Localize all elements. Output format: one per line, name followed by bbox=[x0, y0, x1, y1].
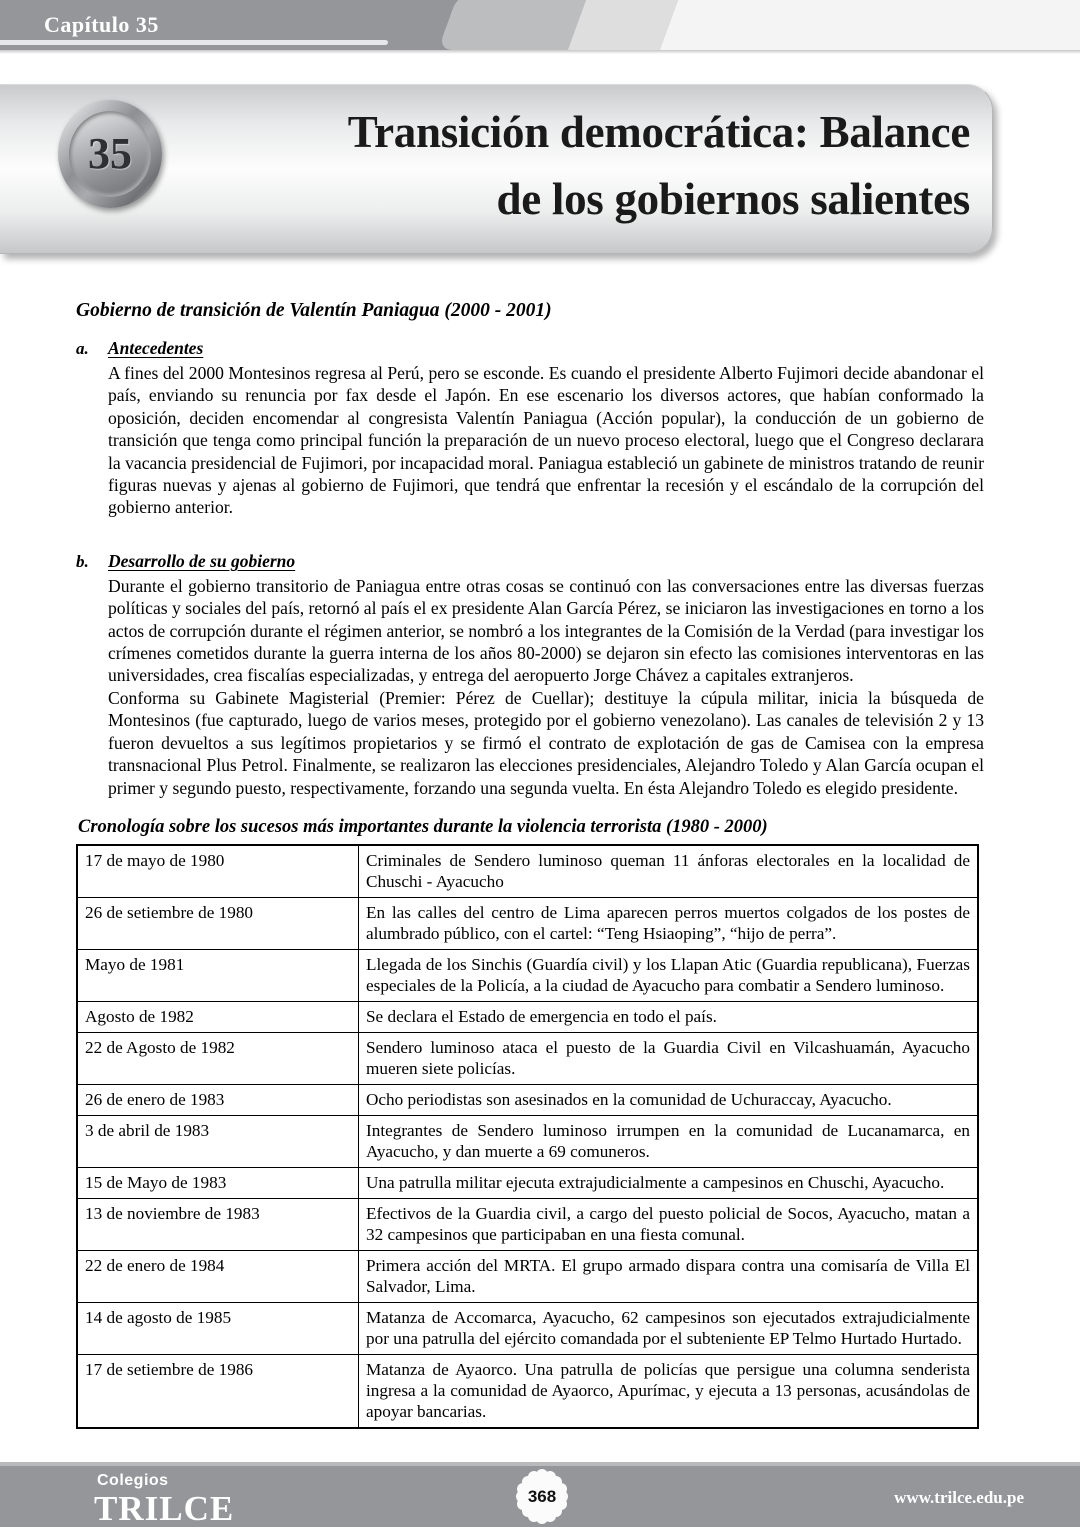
table-row bbox=[77, 845, 978, 898]
table-row bbox=[77, 1084, 978, 1115]
table-row bbox=[77, 1032, 978, 1084]
chapter-label: Capítulo 35 bbox=[44, 12, 159, 37]
table-cell-date: 17 de setiembre de 1986 bbox=[77, 1354, 359, 1428]
section-item-b bbox=[76, 551, 984, 799]
chapter-number-text: 35 bbox=[88, 129, 132, 178]
section-item-b-title: Desarrollo de su gobierno bbox=[108, 550, 296, 571]
table-row bbox=[77, 1250, 978, 1302]
table-row bbox=[77, 1198, 978, 1250]
header-diagonal-band-1 bbox=[438, 0, 588, 50]
paragraph: Durante el gobierno transitorio de Paniagua entre otras cosas se continuó con las conversaciones entre las diversas fuerzas políticas y sociales del país, retornó al país el ex presidente Alan García Pérez, se iniciaron las investigaciones en torno a los actos de corrupción durante el régimen anterior, se nombró a los integrantes de la Comisión de la Verdad (para investigar los crímenes cometidos durante la guerra interna de los años 80-2000) se dejaron sin efecto las comisiones interventoras en las universidades, crea fiscalías especializadas, y entrega del aeropuerto Jorge Chávez a capitales extranjeros. bbox=[108, 575, 984, 686]
table-row bbox=[77, 1115, 978, 1167]
table-cell-event: Matanza de Accomarca, Ayacucho, 62 campesinos son ejecutados extrajudicialmente por una patrulla del ejército comandada por el subteniente EP Telmo Hurtado Hurtado. bbox=[359, 1302, 979, 1354]
table-cell-date: 26 de enero de 1983 bbox=[77, 1084, 359, 1115]
table-cell-event: Una patrulla militar ejecuta extrajudicialmente a campesinos en Chuschi, Ayacucho. bbox=[359, 1167, 979, 1198]
chronology-table-title: Cronología sobre los sucesos más importantes durante la violencia terrorista (1980 - 2000) bbox=[78, 816, 768, 837]
section-item-a-title: Antecedentes bbox=[108, 338, 204, 358]
table-cell-date: 14 de agosto de 1985 bbox=[77, 1302, 359, 1354]
section-item-a-body bbox=[108, 362, 984, 519]
table-cell-event: Matanza de Ayaorco. Una patrulla de policías que persigue una columna senderista ingresa a la comunidad de Ayaorco, Apurímac, y ejecuta a 13 personas, acusándolas de apoyar bancarias. bbox=[359, 1354, 979, 1428]
table-cell-event: Se declara el Estado de emergencia en todo el país. bbox=[359, 1001, 979, 1032]
table-row bbox=[77, 897, 978, 949]
table-cell-date: 3 de abril de 1983 bbox=[77, 1115, 359, 1167]
footer-website-url: www.trilce.edu.pe bbox=[894, 1488, 1024, 1507]
chapter-number-medallion bbox=[58, 100, 162, 208]
table-cell-date: 22 de enero de 1984 bbox=[77, 1250, 359, 1302]
page-title-line-1: Transición democrática: Balance bbox=[347, 107, 970, 157]
section-item-a-head bbox=[76, 338, 984, 359]
table-cell-event: Llegada de los Sinchis (Guardía civil) y los Llapan Atic (Guardia republicana), Fuerzas especiales de la Policía, a la ciudad de Ayacucho para combatir a Sendero luminoso. bbox=[359, 949, 979, 1001]
table-row bbox=[77, 1354, 978, 1428]
table-cell-date: Mayo de 1981 bbox=[77, 949, 359, 1001]
page-number-text: 368 bbox=[527, 1486, 557, 1506]
logo-trilce-text: TRILCE bbox=[94, 1489, 235, 1528]
table-cell-date: 15 de Mayo de 1983 bbox=[77, 1167, 359, 1198]
table-cell-event: Sendero luminoso ataca el puesto de la Guardia Civil en Vilcashuamán, Ayacucho mueren siete policías. bbox=[359, 1032, 979, 1084]
chronology-table-body bbox=[77, 845, 978, 1428]
section-item-b-head bbox=[76, 551, 984, 572]
table-cell-event: En las calles del centro de Lima aparecen perros muertos colgados de los postes de alumbrado público, con el cartel: “Teng Hsiaoping”, “hijo de perra”. bbox=[359, 897, 979, 949]
header-diagonal-band-3 bbox=[660, 0, 1080, 50]
header-drop-shadow bbox=[0, 50, 1080, 54]
table-cell-date: Agosto de 1982 bbox=[77, 1001, 359, 1032]
table-cell-event: Primera acción del MRTA. El grupo armado dispara contra una comisaría de Villa El Salvador, Lima. bbox=[359, 1250, 979, 1302]
table-row bbox=[77, 1302, 978, 1354]
table-cell-event: Efectivos de la Guardia civil, a cargo del puesto policial de Socos, Ayacucho, matan a 32 campesinos que participaban en una fiesta comunal. bbox=[359, 1198, 979, 1250]
logo-colegios-text: Colegios bbox=[97, 1472, 169, 1489]
section-item-a-letter: a. bbox=[76, 339, 89, 358]
chronology-table bbox=[76, 844, 979, 1429]
page-title bbox=[160, 99, 970, 233]
paragraph: Conforma su Gabinete Magisterial (Premier: Pérez de Cuellar); destituye la cúpula militar, inicia la búsqueda de Montesinos (fue capturado, luego de varios meses, protegido por el gobierno venezolano). Las canales de televisión 2 y 13 fueron devueltos a sus legítimos propietarios y se firmó el contrato de explotación de gas de Camisea con la empresa transnacional Plus Petrol. Finalmente, se realizaron las elecciones presidenciales, Alejandro Toledo y Alan García ocupan el primer y segundo puesto, respectivamente, forzando una segunda vuelta. En ésta Alejandro Toledo es elegido presidente. bbox=[108, 687, 984, 798]
section-item-b-body bbox=[108, 575, 984, 799]
table-cell-event: Integrantes de Sendero luminoso irrumpen en la comunidad de Lucanamarca, en Ayacucho, y dan muerte a 69 comuneros. bbox=[359, 1115, 979, 1167]
table-cell-date: 17 de mayo de 1980 bbox=[77, 845, 359, 898]
trilce-logo bbox=[94, 1473, 234, 1526]
table-row bbox=[77, 1001, 978, 1032]
section-heading: Gobierno de transición de Valentín Paniagua (2000 - 2001) bbox=[76, 300, 552, 321]
table-cell-event: Ocho periodistas son asesinados en la comunidad de Uchuraccay, Ayacucho. bbox=[359, 1084, 979, 1115]
page-number-badge bbox=[511, 1466, 573, 1527]
paragraph: A fines del 2000 Montesinos regresa al Perú, pero se esconde. Es cuando el presidente Alberto Fujimori decide abandonar el país, enviando su renuncia por fax desde el Japón. En ese escenario los diversos actores, que habían conformado la oposición, deciden encomendar al congresista Valentín Paniagua (Acción popular), la conducción de un gobierno de transición que tenga como principal función la preparación de un nuevo proceso electoral, luego que el Congreso declarara la vacancia presidencial de Fujimori, por incapacidad moral. Paniagua estableció un gabinete de ministros tratando de reunir figuras nuevas y ajenas al gobierno de Fujimori, que tendrá que enfrentar la recesión y el escándalo de la corrupción del gobierno anterior. bbox=[108, 363, 984, 518]
table-cell-date: 13 de noviembre de 1983 bbox=[77, 1198, 359, 1250]
section-spacer bbox=[76, 533, 984, 551]
chapter-header-bar bbox=[0, 0, 1080, 50]
medallion-inner-disc bbox=[69, 111, 151, 197]
table-row bbox=[77, 1167, 978, 1198]
section-item-b-letter: b. bbox=[76, 551, 89, 571]
page-title-line-2: de los gobiernos salientes bbox=[496, 174, 970, 224]
table-row bbox=[77, 949, 978, 1001]
page-content bbox=[76, 300, 984, 1429]
table-cell-event: Criminales de Sendero luminoso queman 11 ánforas electorales en la localidad de Chuschi - Ayacucho bbox=[359, 845, 979, 898]
table-cell-date: 22 de Agosto de 1982 bbox=[77, 1032, 359, 1084]
section-item-a bbox=[76, 338, 984, 519]
header-underline-rule bbox=[0, 40, 388, 45]
table-cell-date: 26 de setiembre de 1980 bbox=[77, 897, 359, 949]
